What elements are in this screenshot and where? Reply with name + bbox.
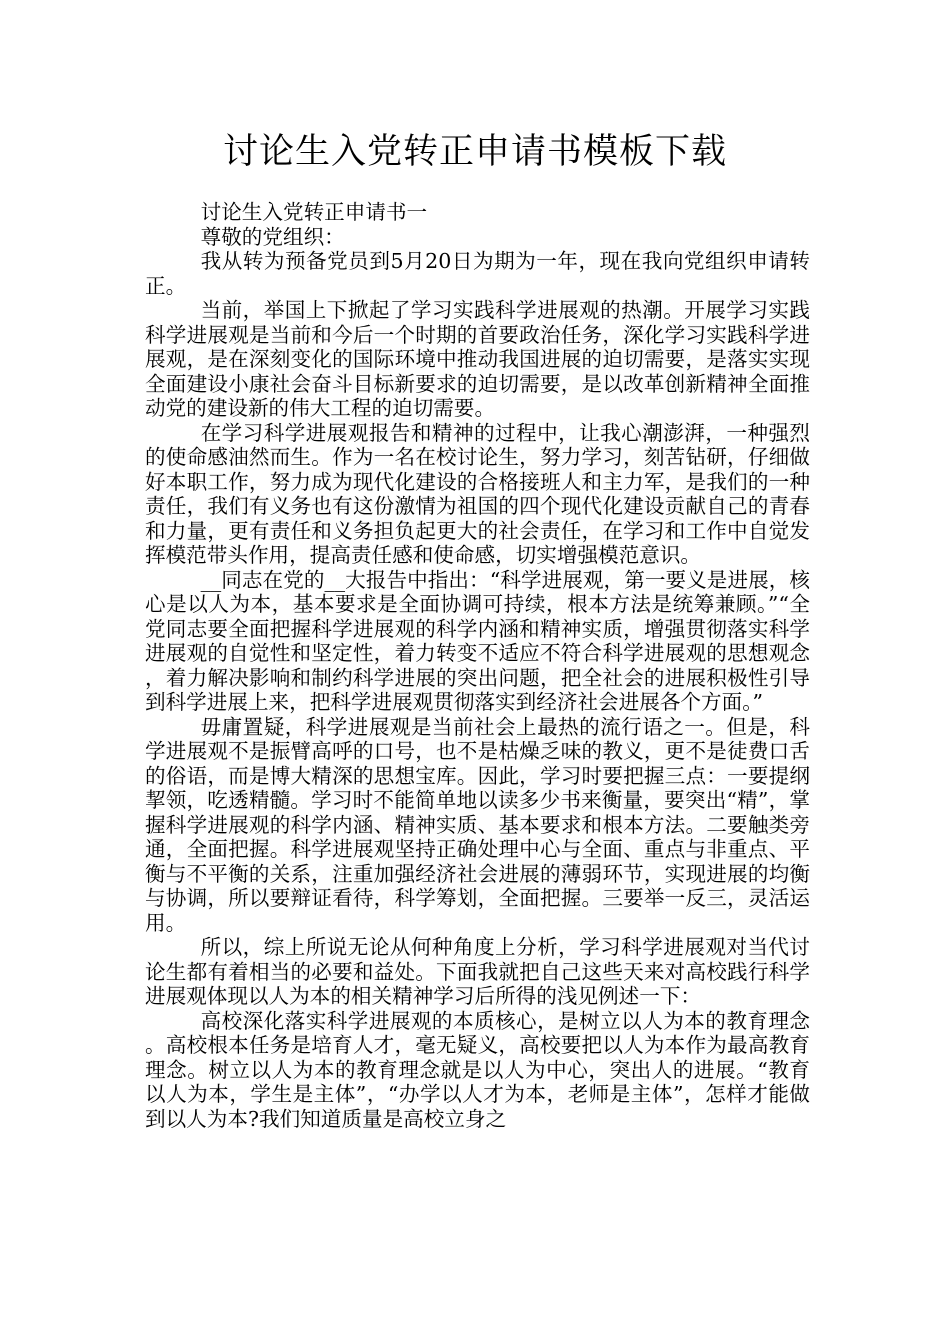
paragraph: 高校深化落实科学进展观的本质核心，是树立以人为本的教育理念。高校根本任务是培育人才，毫无疑义，高校要把以人为本作为最高教育理念。树立以人为本的教育理念就是以人为中心，突出人的进展。“教育以人为本，学生是主体”，“办学以人才为本，老师是主体”，怎样才能做到以人为本?我们知道质量是高校立身之 bbox=[145, 1008, 810, 1131]
paragraph-salutation: 尊敬的党组织： bbox=[200, 224, 345, 249]
paragraph: 所以，综上所说无论从何种角度上分析，学习科学进展观对当代讨论生都有着相当的必要和益处。下面我就把自己这些天来对高校践行科学进展观体现以人为本的相关精神学习后所得的浅见例述一下： bbox=[145, 935, 810, 1008]
paragraph: 在学习科学进展观报告和精神的过程中，让我心潮澎湃，一种强烈的使命感油然而生。作为一名在校讨论生，努力学习，刻苦钻研，仔细做好本职工作，努力成为现代化建设的合格接班人和主力军，是我们的一种责任，我们有义务也有这份激情为祖国的四个现代化建设贡献自己的青春和力量，更有责任和义务担负起更大的社会责任，在学习和工作中自觉发挥模范带头作用，提高责任感和使命感，切实增强模范意识。 bbox=[145, 420, 810, 567]
paragraph: 我从转为预备党员到5月20日为期为一年，现在我向党组织申请转正。 bbox=[145, 249, 810, 298]
paragraph-subtitle: 讨论生入党转正申请书一 bbox=[200, 200, 428, 224]
paragraph: 当前，举国上下掀起了学习实践科学进展观的热潮。开展学习实践科学进展观是当前和今后一个时期的首要政治任务，深化学习实践科学进展观，是在深刻变化的国际环境中推动我国进展的迫切需要，是落实实现全面建设小康社会奋斗目标新要求的迫切需要，是以改革创新精神全面推动党的建设新的伟大工程的迫切需要。 bbox=[145, 298, 810, 420]
paragraph: 毋庸置疑，科学进展观是当前社会上最热的流行语之一。但是，科学进展观不是振臂高呼的口号，也不是枯燥乏味的教义，更不是徒费口舌的俗语，而是博大精深的思想宝库。因此，学习时要把握三点：一要提纲挈领，吃透精髓。学习时不能简单地以读多少书来衡量，要突出“精”，掌握科学进展观的科学内涵、精神实质、基本要求和根本方法。二要触类旁通，全面把握。科学进展观坚持正确处理中心与全面、重点与非重点、平衡与不平衡的关系，注重加强经济社会进展的薄弱环节，实现进展的均衡与协调，所以要辩证看待，科学筹划，全面把握。三要举一反三，灵活运用。 bbox=[145, 714, 810, 935]
document-title: 讨论生入党转正申请书模板下载 bbox=[222, 132, 727, 172]
paragraph: __同志在党的__大报告中指出：“科学进展观，第一要义是进展，核心是以人为本，基本要求是全面协调可持续，根本方法是统筹兼顾。”“全党同志要全面把握科学进展观的科学内涵和精神实质，增强贯彻落实科学进展观的自觉性和坚定性，着力转变不适应不符合科学进展观的思想观念，着力解决影响和制约科学进展的突出问题，把全社会的进展积极性引导到科学进展上来，把科学进展观贯彻落实到经济社会进展各个方面。” bbox=[145, 567, 810, 714]
document-body bbox=[145, 200, 810, 1131]
